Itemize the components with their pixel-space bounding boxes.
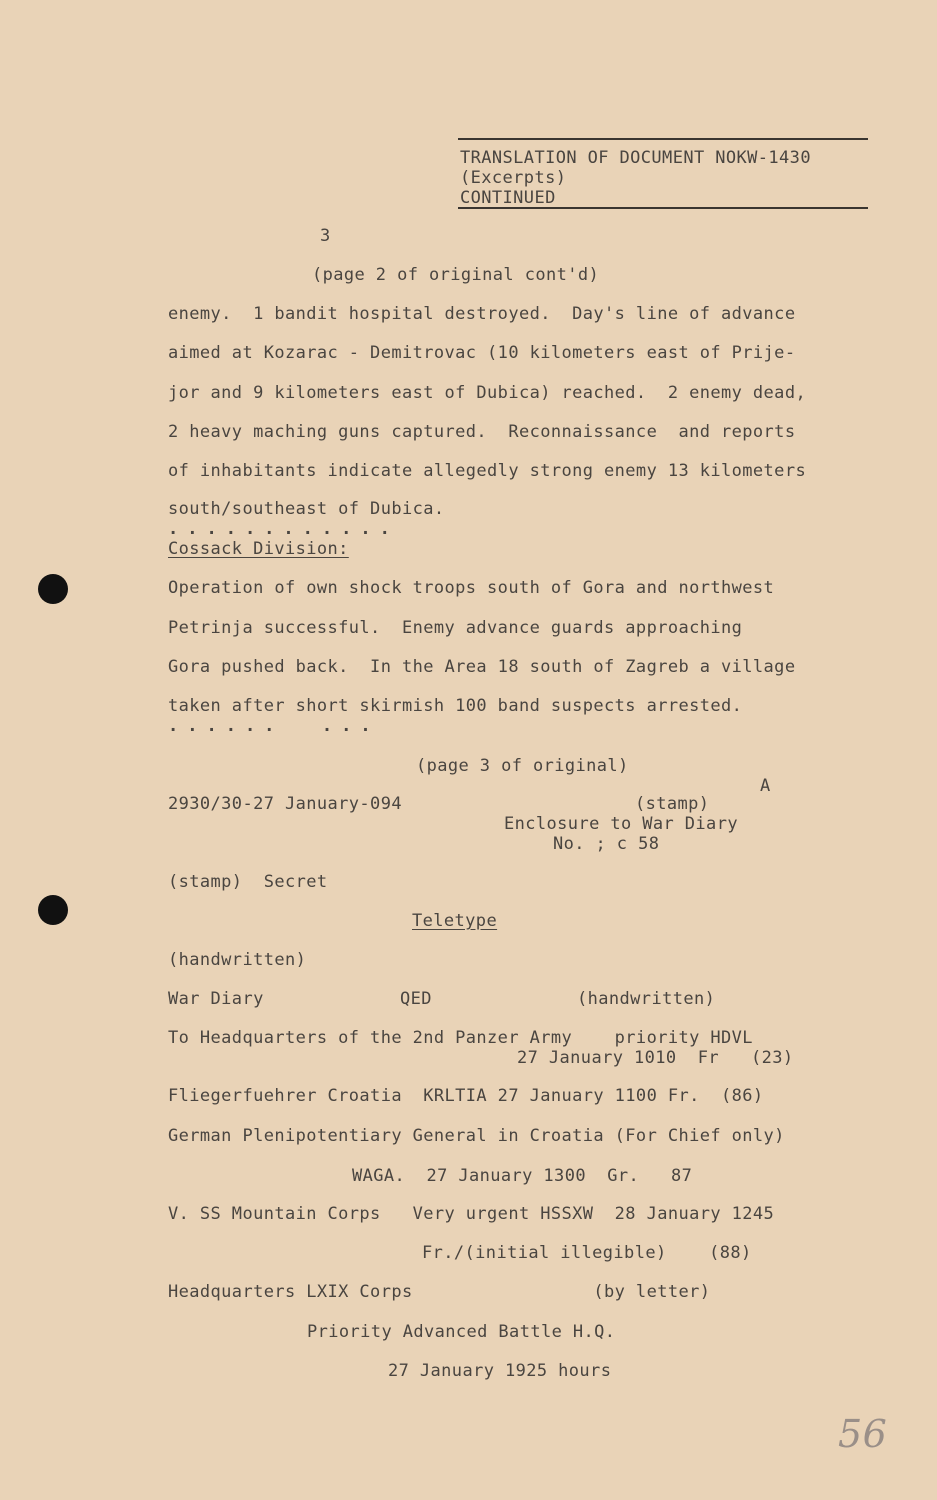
paragraph1-line: 2 heavy maching guns captured. Reconnaissance and reports (168, 422, 796, 442)
routing-line: WAGA. 27 January 1300 Gr. 87 (352, 1166, 693, 1186)
header-excerpts: (Excerpts) (460, 168, 567, 188)
folio-handwritten-number: 56 (838, 1412, 888, 1456)
punch-hole-top (38, 574, 68, 604)
routing-line: Headquarters LXIX Corps (by letter) (168, 1282, 711, 1302)
routing-line: Priority Advanced Battle H.Q. (307, 1322, 616, 1342)
page3-label: (page 3 of original) (416, 756, 629, 776)
paragraph1-line: jor and 9 kilometers east of Dubica) reached. 2 enemy dead, (168, 383, 807, 403)
ellipsis-row: ............ (168, 519, 399, 539)
routing-line: 27 January 1925 hours (388, 1361, 612, 1381)
stamp-secret: (stamp) Secret (168, 872, 328, 892)
routing-line: Fliegerfuehrer Croatia KRLTIA 27 January 1100 Fr. (86) (168, 1086, 764, 1106)
teletype-heading: Teletype (412, 911, 498, 931)
paragraph2-line: Operation of own shock troops south of Gora and northwest (168, 578, 775, 598)
war-diary-label: War Diary (168, 989, 264, 1009)
paragraph1-line: of inhabitants indicate allegedly strong enemy 13 kilometers (168, 461, 807, 481)
paragraph1-line: enemy. 1 bandit hospital destroyed. Day's line of advance (168, 304, 796, 324)
header-top-rule (458, 138, 868, 140)
paragraph2-line: Petrinja successful. Enemy advance guards approaching (168, 618, 743, 638)
page-number: 3 (320, 226, 331, 246)
page2-label: (page 2 of original cont'd) (312, 265, 600, 285)
ellipsis-row: ...... ... (168, 716, 380, 736)
mark-a: A (760, 776, 771, 796)
handwritten-note: (handwritten) (168, 950, 307, 970)
routing-line: To Headquarters of the 2nd Panzer Army priority HDVL (168, 1028, 753, 1048)
paragraph1-line: south/southeast of Dubica. (168, 499, 445, 519)
header-continued: CONTINUED (460, 188, 556, 208)
header-title: TRANSLATION OF DOCUMENT NOKW-1430 (460, 148, 811, 168)
paragraph2-line: Gora pushed back. In the Area 18 south of Zagreb a village (168, 657, 796, 677)
paragraph1-line: aimed at Kozarac - Demitrovac (10 kilometers east of Prije- (168, 343, 796, 363)
routing-line: German Plenipotentiary General in Croatia (For Chief only) (168, 1126, 785, 1146)
reference-number: 2930/30-27 January-094 (168, 794, 402, 814)
routing-line: 27 January 1010 Fr (23) (517, 1048, 794, 1068)
punch-hole-bottom (38, 895, 68, 925)
stamp-label: (stamp) (635, 794, 710, 814)
enclosure-line: Enclosure to War Diary (504, 814, 738, 834)
header-bottom-rule (458, 207, 868, 209)
enclosure-number: No. ; c 58 (553, 834, 660, 854)
handwritten-note: (handwritten) (577, 989, 716, 1009)
paragraph2-line: taken after short skirmish 100 band suspects arrested. (168, 696, 743, 716)
routing-line: V. SS Mountain Corps Very urgent HSSXW 28 January 1245 (168, 1204, 775, 1224)
qed-label: QED (400, 989, 432, 1009)
section-heading: Cossack Division: (168, 539, 349, 559)
routing-line: Fr./(initial illegible) (88) (422, 1243, 752, 1263)
